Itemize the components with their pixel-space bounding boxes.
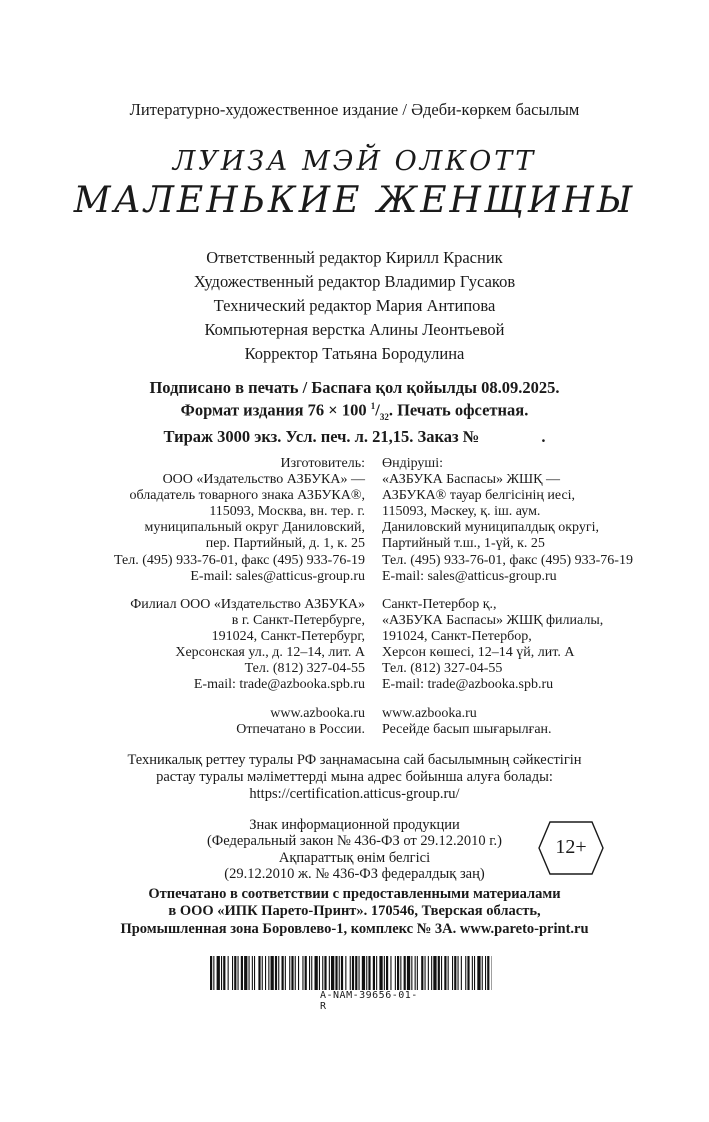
- barcode-bar: [305, 956, 307, 990]
- barcode-bar: [238, 956, 239, 990]
- barcode-bar: [331, 956, 334, 990]
- barcode-bar: [454, 956, 456, 990]
- format-numerator: 1: [370, 401, 376, 411]
- age-rating: 12+: [555, 836, 587, 858]
- printing-info: [0, 378, 709, 446]
- printed-in-russia-kz: Ресейде басып шығарылған.: [382, 722, 552, 738]
- barcode-bar: [289, 956, 290, 990]
- branch-kz-line: Херсон көшесі, 12–14 үй, лит. А: [382, 645, 575, 661]
- certification-line: Техникалық реттеу туралы РФ заңнамасына сай басылымның сәйкестігін: [127, 752, 582, 768]
- branch-ru-line: E-mail: trade@azbooka.spb.ru: [193, 677, 365, 693]
- age-rating-badge: [538, 821, 604, 875]
- barcode-bar: [444, 956, 446, 990]
- barcode-label: A-NAM-39656-01-R: [320, 990, 418, 1012]
- barcode-bar: [210, 956, 212, 990]
- barcode-bar: [487, 956, 489, 990]
- barcode-bar: [291, 956, 293, 990]
- barcode-bar: [448, 956, 449, 990]
- manufacturer-kz-line: Даниловский муниципалдық округі,: [382, 520, 599, 536]
- barcode-bar: [390, 956, 391, 990]
- barcode-bar: [213, 956, 214, 990]
- manufacturer-kz-line: 115093, Мәскеу, қ. іш. аум.: [382, 504, 541, 520]
- barcode-bar: [433, 956, 436, 990]
- credit-line: Корректор Татьяна Бородулина: [244, 344, 465, 363]
- barcode-bar: [407, 956, 410, 990]
- branch-ru: [130, 597, 365, 694]
- signed-date: Подписано в печать / Баспаға қол қойылды 08.09.2025.: [149, 378, 560, 397]
- barcode-bar: [411, 956, 412, 990]
- barcode-bar: [421, 956, 423, 990]
- barcode-bar: [415, 956, 416, 990]
- format-suffix: . Печать офсетная.: [388, 400, 529, 420]
- barcode-bar: [265, 956, 266, 990]
- barcode-bar: [223, 956, 225, 990]
- barcode-bar: [472, 956, 473, 990]
- barcode-bar: [368, 956, 370, 990]
- certification-note: [0, 752, 709, 803]
- credit-line: Технический редактор Мария Антипова: [213, 296, 496, 315]
- certification-url: https://certification.atticus-group.ru/: [249, 786, 460, 802]
- barcode-bar: [234, 956, 236, 990]
- certification-line: растау туралы мәліметтерді мына адрес бойынша алуға болады:: [156, 769, 553, 785]
- format-line: Формат издания 76 × 100 $^1/_{32}$. Печать офсетная.: [180, 400, 529, 422]
- branch-ru-line: Тел. (812) 327-04-55: [244, 661, 365, 677]
- web-kz: [382, 706, 552, 738]
- barcode-bar: [352, 956, 354, 990]
- barcode: [210, 956, 492, 990]
- barcode-bar: [249, 956, 250, 990]
- manufacturer-kz-line: Партийный т.ш., 1-үй, к. 25: [382, 536, 545, 552]
- barcode-bar: [425, 956, 426, 990]
- branch-ru-line: 191024, Санкт-Петербург,: [211, 629, 365, 645]
- print-run: [0, 427, 709, 446]
- edition-type: Литературно-художественное издание / Әдеби-көркем басылым: [129, 100, 580, 119]
- barcode-bar: [232, 956, 233, 990]
- manufacturer-ru: [114, 456, 365, 585]
- barcode-bar: [366, 956, 367, 990]
- branch-ru-line: Херсонская ул., д. 12–14, лит. А: [175, 645, 365, 661]
- manufacturer-ru-line: пер. Партийный, д. 1, к. 25: [205, 536, 365, 552]
- barcode-bar: [329, 956, 330, 990]
- manufacturer-kz-line: АЗБУКА® тауар белгісінің иесі,: [382, 488, 576, 504]
- barcode-bar: [221, 956, 222, 990]
- barcode-bar: [309, 956, 310, 990]
- barcode-bar: [452, 956, 453, 990]
- barcode-bar: [373, 956, 375, 990]
- barcode-bar: [262, 956, 263, 990]
- barcode-bar: [482, 956, 483, 990]
- barcode-bar: [379, 956, 382, 990]
- manufacturer-kz-line: E-mail: sales@atticus-group.ru: [382, 568, 557, 584]
- book-title: МАЛЕНЬКИЕ ЖЕНЩИНЫ: [73, 180, 636, 221]
- manufacturer-ru-line: Изготовитель:: [280, 456, 365, 471]
- barcode-bar: [335, 956, 337, 990]
- barcode-bar: [252, 956, 253, 990]
- print-run-text: Тираж 3000 экз. Усл. печ. л. 21,15. Заказ №: [163, 426, 480, 446]
- format-prefix: Формат издания 76 × 100: [180, 400, 371, 420]
- printer-info: [0, 886, 709, 938]
- barcode-bar: [244, 956, 247, 990]
- credits-block: [0, 246, 709, 366]
- website-link: www.azbooka.ru: [382, 706, 477, 721]
- info-sign-line: (29.12.2010 ж. № 436-ФЗ федералдық заң): [224, 866, 485, 883]
- barcode-bar: [217, 956, 220, 990]
- barcode-bar: [278, 956, 279, 990]
- barcode-bar: [465, 956, 466, 990]
- credit-line: Художественный редактор Владимир Гусаков: [193, 272, 516, 291]
- printer-line: Промышленная зона Боровлево-1, комплекс № 3А. www.pareto-print.ru: [120, 920, 589, 937]
- barcode-bar: [458, 956, 459, 990]
- barcode-bar: [404, 956, 406, 990]
- barcode-bar: [302, 956, 303, 990]
- branch-kz-line: 191024, Санкт-Петербор,: [382, 629, 532, 645]
- barcode-bar: [431, 956, 432, 990]
- barcode-bar: [467, 956, 469, 990]
- barcode-bar: [461, 956, 462, 990]
- printed-in-russia: Отпечатано в России.: [236, 722, 365, 738]
- barcode-bar: [285, 956, 286, 990]
- barcode-bar: [400, 956, 401, 990]
- barcode-bar: [355, 956, 357, 990]
- web-ru: [236, 706, 365, 738]
- manufacturer-ru-line: E-mail: sales@atticus-group.ru: [190, 568, 365, 584]
- barcode-bar: [376, 956, 377, 990]
- branch-kz-line: Санкт-Петербор қ.,: [382, 597, 497, 612]
- branch-ru-line: Филиал ООО «Издательство АЗБУКА»: [130, 597, 365, 612]
- printer-line: Отпечатано в соответствии с предоставленными материалами: [148, 886, 561, 902]
- barcode-bar: [311, 956, 312, 990]
- print-run-end: .: [541, 426, 546, 446]
- barcode-bar: [441, 956, 442, 990]
- manufacturer-kz-line: «АЗБУКА Баспасы» ЖШҚ —: [382, 472, 560, 488]
- barcode-bar: [485, 956, 486, 990]
- manufacturer-ru-line: муниципальный округ Даниловский,: [144, 520, 365, 536]
- barcode-bar: [386, 956, 388, 990]
- barcode-bar: [324, 956, 326, 990]
- manufacturer-kz-line: Тел. (495) 933-76-01, факс (495) 933-76-19: [382, 552, 633, 568]
- manufacturer-kz: [382, 456, 633, 585]
- credit-line: Ответственный редактор Кирилл Красник: [206, 248, 503, 267]
- barcode-bar: [322, 956, 323, 990]
- info-sign-line: (Федеральный закон № 436-ФЗ от 29.12.2010 г.): [206, 833, 503, 850]
- barcode-bar: [315, 956, 318, 990]
- manufacturer-ru-line: ООО «Издательство АЗБУКА» —: [162, 472, 365, 488]
- manufacturer-ru-line: обладатель товарного знака АЗБУКА®,: [129, 488, 365, 504]
- barcode-bar: [345, 956, 346, 990]
- branch-ru-line: в г. Санкт-Петербурге,: [231, 613, 365, 629]
- website-link: www.azbooka.ru: [270, 706, 365, 721]
- barcode-bar: [428, 956, 429, 990]
- barcode-bar: [241, 956, 243, 990]
- branch-kz-line: «АЗБУКА Баспасы» ЖШҚ филиалы,: [382, 613, 604, 629]
- barcode-bar: [477, 956, 480, 990]
- printer-line: в ООО «ИПК Парето-Принт». 170546, Тверская область,: [168, 903, 541, 920]
- barcode-bar: [362, 956, 365, 990]
- barcode-bar: [228, 956, 229, 990]
- barcode-bar: [384, 956, 385, 990]
- author-name: ЛУИЗА МЭЙ ОЛКОТТ: [172, 146, 537, 177]
- barcode-bar: [438, 956, 440, 990]
- barcode-bar: [395, 956, 396, 990]
- barcode-bar: [295, 956, 296, 990]
- manufacturer-kz-line: Өндіруші:: [382, 456, 443, 471]
- barcode-bar: [350, 956, 351, 990]
- barcode-bar: [275, 956, 277, 990]
- format-denominator: 32: [379, 411, 389, 422]
- info-sign-line: Ақпараттық өнім белгісі: [278, 849, 431, 866]
- barcode-bar: [359, 956, 360, 990]
- info-sign-line: Знак информационной продукции: [249, 817, 460, 833]
- barcode-bar: [397, 956, 399, 990]
- barcode-bar: [339, 956, 340, 990]
- barcode-bar: [258, 956, 260, 990]
- barcode-bar: [282, 956, 284, 990]
- barcode-bar: [341, 956, 343, 990]
- barcode-bar: [298, 956, 299, 990]
- manufacturer-ru-line: Тел. (495) 933-76-01, факс (495) 933-76-19: [114, 552, 365, 568]
- barcode-bar: [271, 956, 274, 990]
- barcode-bar: [254, 956, 255, 990]
- barcode-bar: [319, 956, 320, 990]
- barcode-bar: [268, 956, 269, 990]
- branch-kz-line: Тел. (812) 327-04-55: [382, 661, 503, 677]
- branch-kz-line: E-mail: trade@azbooka.spb.ru: [382, 677, 554, 693]
- barcode-bar: [417, 956, 418, 990]
- barcode-bar: [474, 956, 475, 990]
- credit-line: Компьютерная верстка Алины Леонтьевой: [204, 320, 505, 339]
- manufacturer-ru-line: 115093, Москва, вн. тер. г.: [209, 504, 365, 520]
- barcode-icon: [210, 956, 492, 990]
- branch-kz: [382, 597, 603, 694]
